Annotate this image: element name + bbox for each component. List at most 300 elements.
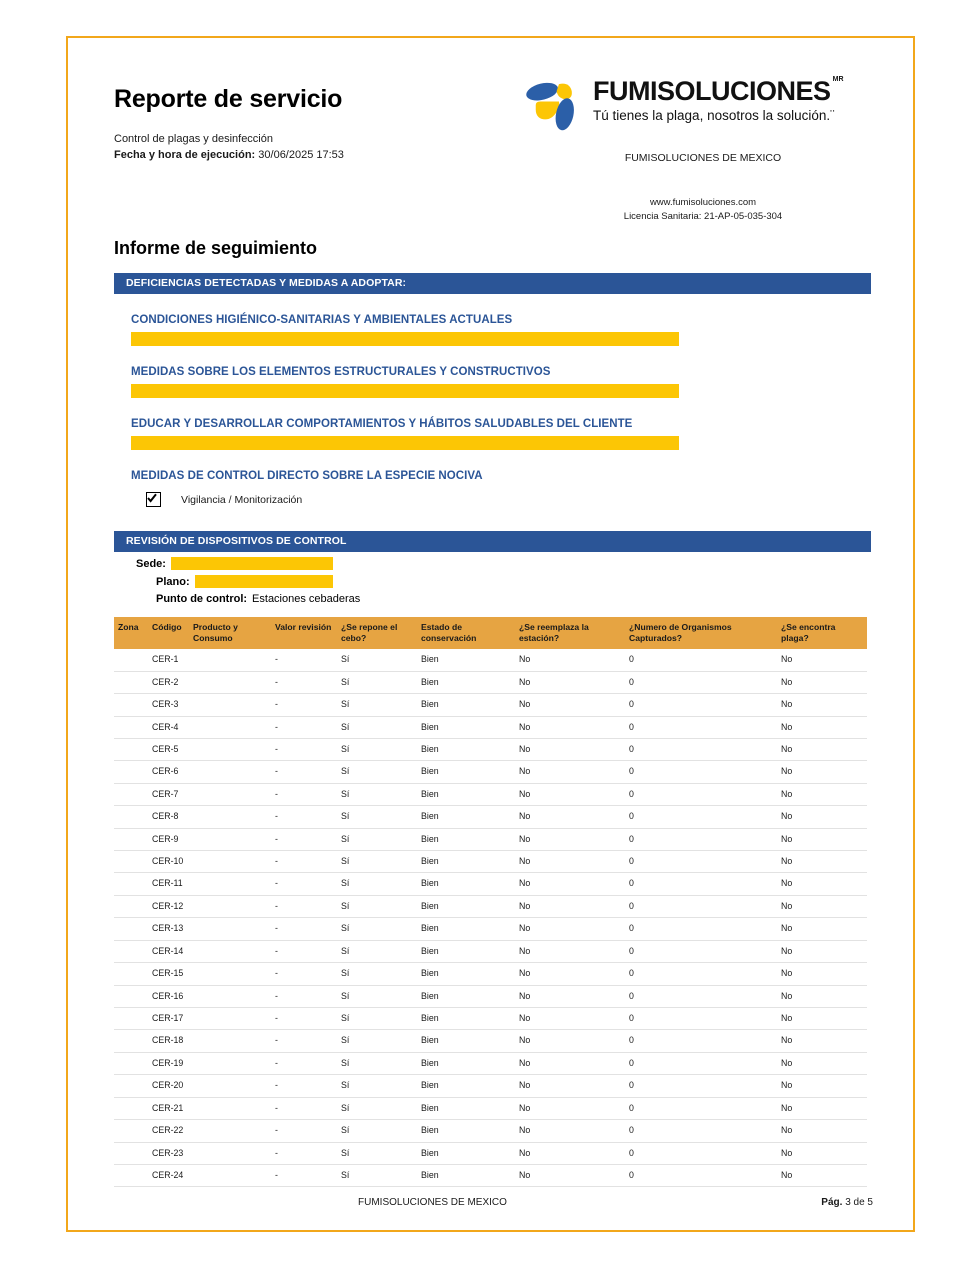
cell-valor-revision: - — [271, 716, 337, 738]
cell-numero-organismos: 0 — [625, 1075, 777, 1097]
cell-se-repone-cebo: Sí — [337, 918, 417, 940]
checkbox-checked-icon[interactable] — [146, 492, 161, 507]
table-row — [114, 1097, 867, 1119]
cell-numero-organismos: 0 — [625, 851, 777, 873]
cell-se-reemplaza-estacion: No — [515, 940, 625, 962]
cell-estado-conservacion: Bien — [417, 1164, 515, 1186]
cell-se-repone-cebo: Sí — [337, 1120, 417, 1142]
cell-estado-conservacion: Bien — [417, 671, 515, 693]
cell-codigo: CER-24 — [148, 1164, 189, 1186]
cell-se-encontra-plaga: No — [777, 1075, 867, 1097]
cell-se-encontra-plaga: No — [777, 1030, 867, 1052]
cell-producto-consumo — [189, 828, 271, 850]
page-footer — [114, 1197, 873, 1208]
punto-de-control-value: Estaciones cebaderas — [252, 593, 361, 606]
cell-valor-revision: - — [271, 694, 337, 716]
table-row — [114, 1008, 867, 1030]
table-row — [114, 694, 867, 716]
cell-se-reemplaza-estacion: No — [515, 851, 625, 873]
table-row — [114, 716, 867, 738]
cell-codigo: CER-7 — [148, 783, 189, 805]
cell-se-reemplaza-estacion: No — [515, 1120, 625, 1142]
cell-producto-consumo — [189, 716, 271, 738]
cell-valor-revision: - — [271, 649, 337, 671]
cell-numero-organismos: 0 — [625, 918, 777, 940]
cell-zona — [114, 649, 148, 671]
cell-estado-conservacion: Bien — [417, 761, 515, 783]
cell-se-encontra-plaga: No — [777, 940, 867, 962]
deficiency-group-label: CONDICIONES HIGIÉNICO-SANITARIAS Y AMBIENTALES ACTUALES — [131, 314, 513, 327]
plano-label: Plano: — [156, 575, 190, 588]
cell-estado-conservacion: Bien — [417, 1052, 515, 1074]
cell-se-encontra-plaga: No — [777, 828, 867, 850]
cell-codigo: CER-8 — [148, 806, 189, 828]
cell-producto-consumo — [189, 940, 271, 962]
cell-numero-organismos: 0 — [625, 1008, 777, 1030]
devices-table-header — [114, 617, 867, 649]
contact-block — [523, 196, 883, 224]
cell-estado-conservacion: Bien — [417, 738, 515, 760]
cell-zona — [114, 783, 148, 805]
cell-estado-conservacion: Bien — [417, 1120, 515, 1142]
deficiency-group — [114, 314, 871, 346]
cell-codigo: CER-18 — [148, 1030, 189, 1052]
cell-producto-consumo — [189, 738, 271, 760]
cell-numero-organismos: 0 — [625, 895, 777, 917]
cell-se-reemplaza-estacion: No — [515, 1052, 625, 1074]
cell-zona — [114, 738, 148, 760]
cell-zona — [114, 895, 148, 917]
cell-se-encontra-plaga: No — [777, 918, 867, 940]
cell-producto-consumo — [189, 1164, 271, 1186]
cell-producto-consumo — [189, 1097, 271, 1119]
cell-valor-revision: - — [271, 895, 337, 917]
cell-se-encontra-plaga: No — [777, 716, 867, 738]
cell-se-encontra-plaga: No — [777, 851, 867, 873]
cell-se-reemplaza-estacion: No — [515, 738, 625, 760]
cell-estado-conservacion: Bien — [417, 1075, 515, 1097]
header-left-block — [114, 86, 514, 163]
company-name: FUMISOLUCIONES DE MEXICO — [624, 152, 782, 164]
cell-se-encontra-plaga: No — [777, 671, 867, 693]
table-row — [114, 895, 867, 917]
cell-producto-consumo — [189, 649, 271, 671]
cell-codigo: CER-21 — [148, 1097, 189, 1119]
cell-codigo: CER-23 — [148, 1142, 189, 1164]
cell-se-encontra-plaga: No — [777, 1120, 867, 1142]
table-row — [114, 761, 867, 783]
cell-se-reemplaza-estacion: No — [515, 918, 625, 940]
cell-numero-organismos: 0 — [625, 649, 777, 671]
document-page — [66, 36, 915, 1232]
table-row — [114, 649, 867, 671]
cell-se-encontra-plaga: No — [777, 985, 867, 1007]
cell-producto-consumo — [189, 1008, 271, 1030]
cell-se-repone-cebo: Sí — [337, 1164, 417, 1186]
execution-datetime-value: 30/06/2025 17:53 — [258, 148, 344, 161]
cell-valor-revision: - — [271, 828, 337, 850]
document-body — [114, 238, 871, 1187]
col-se-reemplaza-estacion: ¿Se reemplaza la estación? — [515, 617, 625, 649]
cell-estado-conservacion: Bien — [417, 918, 515, 940]
cell-se-reemplaza-estacion: No — [515, 716, 625, 738]
cell-valor-revision: - — [271, 1075, 337, 1097]
cell-numero-organismos: 0 — [625, 783, 777, 805]
cell-se-repone-cebo: Sí — [337, 963, 417, 985]
cell-estado-conservacion: Bien — [417, 1142, 515, 1164]
cell-producto-consumo — [189, 1142, 271, 1164]
brand-wordmark — [593, 74, 844, 124]
table-row — [114, 963, 867, 985]
cell-zona — [114, 873, 148, 895]
cell-se-encontra-plaga: No — [777, 738, 867, 760]
cell-se-reemplaza-estacion: No — [515, 806, 625, 828]
cell-producto-consumo — [189, 873, 271, 895]
cell-se-reemplaza-estacion: No — [515, 649, 625, 671]
cell-producto-consumo — [189, 963, 271, 985]
cell-numero-organismos: 0 — [625, 716, 777, 738]
cell-zona — [114, 828, 148, 850]
cell-estado-conservacion: Bien — [417, 851, 515, 873]
cell-codigo: CER-5 — [148, 738, 189, 760]
cell-zona — [114, 1120, 148, 1142]
cell-zona — [114, 963, 148, 985]
cell-se-repone-cebo: Sí — [337, 1142, 417, 1164]
cell-se-repone-cebo: Sí — [337, 1097, 417, 1119]
surveillance-checkbox-row[interactable] — [146, 492, 871, 507]
cell-zona — [114, 1142, 148, 1164]
cell-se-reemplaza-estacion: No — [515, 963, 625, 985]
cell-codigo: CER-22 — [148, 1120, 189, 1142]
fumisoluciones-logo-icon — [523, 76, 581, 134]
service-type-label: Control de plagas y desinfección — [114, 133, 273, 146]
cell-producto-consumo — [189, 918, 271, 940]
cell-valor-revision: - — [271, 1030, 337, 1052]
section-title-informe: Informe de seguimiento — [114, 238, 318, 258]
cell-numero-organismos: 0 — [625, 985, 777, 1007]
table-row — [114, 783, 867, 805]
cell-numero-organismos: 0 — [625, 940, 777, 962]
table-row — [114, 806, 867, 828]
cell-se-reemplaza-estacion: No — [515, 671, 625, 693]
table-row — [114, 828, 867, 850]
cell-producto-consumo — [189, 895, 271, 917]
cell-codigo: CER-13 — [148, 918, 189, 940]
cell-codigo: CER-19 — [148, 1052, 189, 1074]
cell-estado-conservacion: Bien — [417, 828, 515, 850]
cell-zona — [114, 1008, 148, 1030]
cell-zona — [114, 940, 148, 962]
cell-producto-consumo — [189, 1030, 271, 1052]
cell-zona — [114, 1030, 148, 1052]
cell-se-encontra-plaga: No — [777, 783, 867, 805]
cell-codigo: CER-9 — [148, 828, 189, 850]
cell-se-repone-cebo: Sí — [337, 895, 417, 917]
cell-codigo: CER-1 — [148, 649, 189, 671]
plano-row — [114, 575, 871, 588]
cell-codigo: CER-14 — [148, 940, 189, 962]
license-text: Licencia Sanitaria: 21-AP-05-035-304 — [623, 210, 783, 222]
cell-se-repone-cebo: Sí — [337, 783, 417, 805]
table-row — [114, 985, 867, 1007]
cell-numero-organismos: 0 — [625, 738, 777, 760]
cell-se-reemplaza-estacion: No — [515, 1075, 625, 1097]
cell-se-reemplaza-estacion: No — [515, 985, 625, 1007]
execution-datetime-label: Fecha y hora de ejecución: — [114, 148, 256, 161]
cell-codigo: CER-12 — [148, 895, 189, 917]
brand-name: FUMISOLUCIONES MR — [593, 76, 844, 106]
cell-numero-organismos: 0 — [625, 873, 777, 895]
cell-se-reemplaza-estacion: No — [515, 783, 625, 805]
cell-producto-consumo — [189, 783, 271, 805]
devices-table — [114, 617, 867, 1187]
cell-se-reemplaza-estacion: No — [515, 1097, 625, 1119]
cell-valor-revision: - — [271, 1008, 337, 1030]
cell-producto-consumo — [189, 761, 271, 783]
cell-se-reemplaza-estacion: No — [515, 761, 625, 783]
cell-numero-organismos: 0 — [625, 828, 777, 850]
cell-se-encontra-plaga: No — [777, 1008, 867, 1030]
table-row — [114, 873, 867, 895]
cell-estado-conservacion: Bien — [417, 806, 515, 828]
surveillance-checkbox-label: Vigilancia / Monitorización — [181, 493, 303, 506]
cell-numero-organismos: 0 — [625, 963, 777, 985]
cell-valor-revision: - — [271, 738, 337, 760]
cell-valor-revision: - — [271, 761, 337, 783]
cell-se-reemplaza-estacion: No — [515, 1164, 625, 1186]
cell-producto-consumo — [189, 851, 271, 873]
cell-se-reemplaza-estacion: No — [515, 1008, 625, 1030]
cell-numero-organismos: 0 — [625, 1030, 777, 1052]
deficiencies-section-bar: DEFICIENCIAS DETECTADAS Y MEDIDAS A ADOPTAR: — [114, 273, 871, 294]
measures-group-label: MEDIDAS DE CONTROL DIRECTO SOBRE LA ESPECIE NOCIVA — [131, 470, 483, 483]
cell-zona — [114, 918, 148, 940]
cell-valor-revision: - — [271, 963, 337, 985]
cell-se-encontra-plaga: No — [777, 1164, 867, 1186]
col-se-repone-cebo: ¿Se repone el cebo? — [337, 617, 417, 649]
deficiency-group-label: EDUCAR Y DESARROLLAR COMPORTAMIENTOS Y HÁBITOS SALUDABLES DEL CLIENTE — [131, 418, 633, 431]
cell-se-repone-cebo: Sí — [337, 1008, 417, 1030]
cell-estado-conservacion: Bien — [417, 1030, 515, 1052]
table-row — [114, 1164, 867, 1186]
col-codigo: Código — [148, 617, 189, 649]
cell-se-encontra-plaga: No — [777, 694, 867, 716]
table-header-row — [114, 617, 867, 649]
header-subtitle — [114, 132, 514, 163]
cell-codigo: CER-17 — [148, 1008, 189, 1030]
redacted-content-bar — [131, 384, 679, 398]
sede-row — [114, 557, 871, 570]
cell-estado-conservacion: Bien — [417, 895, 515, 917]
cell-se-repone-cebo: Sí — [337, 940, 417, 962]
cell-valor-revision: - — [271, 918, 337, 940]
cell-estado-conservacion: Bien — [417, 649, 515, 671]
cell-estado-conservacion: Bien — [417, 873, 515, 895]
cell-numero-organismos: 0 — [625, 671, 777, 693]
cell-estado-conservacion: Bien — [417, 940, 515, 962]
cell-zona — [114, 1075, 148, 1097]
cell-estado-conservacion: Bien — [417, 1097, 515, 1119]
cell-valor-revision: - — [271, 1052, 337, 1074]
brand-tagline: Tú tienes la plaga, nosotros la solución.¨ — [593, 108, 835, 123]
cell-se-repone-cebo: Sí — [337, 649, 417, 671]
cell-numero-organismos: 0 — [625, 694, 777, 716]
cell-valor-revision: - — [271, 806, 337, 828]
cell-estado-conservacion: Bien — [417, 1008, 515, 1030]
cell-zona — [114, 1052, 148, 1074]
cell-se-repone-cebo: Sí — [337, 828, 417, 850]
col-se-encontra-plaga: ¿Se encontra plaga? — [777, 617, 867, 649]
cell-valor-revision: - — [271, 1120, 337, 1142]
table-row — [114, 1142, 867, 1164]
col-valor-revision: Valor revisión — [271, 617, 337, 649]
redacted-content-bar — [131, 436, 679, 450]
cell-numero-organismos: 0 — [625, 1164, 777, 1186]
cell-estado-conservacion: Bien — [417, 985, 515, 1007]
cell-zona — [114, 1164, 148, 1186]
cell-zona — [114, 761, 148, 783]
measures-group — [114, 470, 871, 507]
cell-se-encontra-plaga: No — [777, 963, 867, 985]
cell-se-repone-cebo: Sí — [337, 738, 417, 760]
cell-producto-consumo — [189, 1075, 271, 1097]
cell-producto-consumo — [189, 694, 271, 716]
table-row — [114, 1075, 867, 1097]
punto-de-control-label: Punto de control: — [156, 593, 248, 606]
cell-codigo: CER-16 — [148, 985, 189, 1007]
cell-valor-revision: - — [271, 1142, 337, 1164]
deficiency-group — [114, 418, 871, 450]
page-value: 3 de 5 — [845, 1197, 873, 1208]
cell-valor-revision: - — [271, 985, 337, 1007]
plano-redacted-value — [195, 575, 333, 588]
table-row — [114, 671, 867, 693]
cell-zona — [114, 671, 148, 693]
cell-valor-revision: - — [271, 873, 337, 895]
cell-numero-organismos: 0 — [625, 1142, 777, 1164]
redacted-content-bar — [131, 332, 679, 346]
cell-se-repone-cebo: Sí — [337, 716, 417, 738]
cell-zona — [114, 716, 148, 738]
page-label: Pág. — [821, 1197, 843, 1208]
cell-numero-organismos: 0 — [625, 1097, 777, 1119]
cell-estado-conservacion: Bien — [417, 716, 515, 738]
sede-redacted-value — [171, 557, 333, 570]
document-header — [68, 38, 913, 222]
cell-se-encontra-plaga: No — [777, 649, 867, 671]
cell-zona — [114, 694, 148, 716]
cell-codigo: CER-3 — [148, 694, 189, 716]
cell-numero-organismos: 0 — [625, 806, 777, 828]
cell-producto-consumo — [189, 806, 271, 828]
sede-label: Sede: — [136, 557, 166, 570]
cell-se-reemplaza-estacion: No — [515, 873, 625, 895]
cell-se-encontra-plaga: No — [777, 873, 867, 895]
deficiency-group — [114, 366, 871, 398]
col-producto-consumo: Producto y Consumo — [189, 617, 271, 649]
cell-zona — [114, 1097, 148, 1119]
cell-se-encontra-plaga: No — [777, 1097, 867, 1119]
cell-codigo: CER-11 — [148, 873, 189, 895]
cell-se-repone-cebo: Sí — [337, 806, 417, 828]
cell-numero-organismos: 0 — [625, 1120, 777, 1142]
cell-zona — [114, 806, 148, 828]
cell-codigo: CER-10 — [148, 851, 189, 873]
table-row — [114, 1030, 867, 1052]
col-estado-conservacion: Estado de conservación — [417, 617, 515, 649]
devices-table-body — [114, 649, 867, 1187]
cell-se-encontra-plaga: No — [777, 806, 867, 828]
cell-se-repone-cebo: Sí — [337, 761, 417, 783]
cell-se-encontra-plaga: No — [777, 761, 867, 783]
cell-se-repone-cebo: Sí — [337, 1030, 417, 1052]
page-title: Reporte de servicio — [114, 85, 343, 113]
page-number — [821, 1197, 873, 1208]
cell-se-repone-cebo: Sí — [337, 1052, 417, 1074]
cell-estado-conservacion: Bien — [417, 963, 515, 985]
cell-producto-consumo — [189, 671, 271, 693]
cell-se-repone-cebo: Sí — [337, 1075, 417, 1097]
cell-se-reemplaza-estacion: No — [515, 828, 625, 850]
website-text: www.fumisoluciones.com — [649, 197, 757, 208]
cell-numero-organismos: 0 — [625, 761, 777, 783]
cell-codigo: CER-20 — [148, 1075, 189, 1097]
cell-se-reemplaza-estacion: No — [515, 1030, 625, 1052]
cell-zona — [114, 851, 148, 873]
cell-codigo: CER-4 — [148, 716, 189, 738]
table-row — [114, 1120, 867, 1142]
col-zona: Zona — [114, 617, 148, 649]
col-numero-organismos: ¿Numero de Organismos Capturados? — [625, 617, 777, 649]
cell-codigo: CER-15 — [148, 963, 189, 985]
table-row — [114, 940, 867, 962]
cell-se-repone-cebo: Sí — [337, 694, 417, 716]
deficiency-group-label: MEDIDAS SOBRE LOS ELEMENTOS ESTRUCTURALES Y CONSTRUCTIVOS — [131, 366, 551, 379]
cell-se-repone-cebo: Sí — [337, 671, 417, 693]
cell-producto-consumo — [189, 1120, 271, 1142]
cell-valor-revision: - — [271, 851, 337, 873]
table-row — [114, 851, 867, 873]
devices-section-bar: REVISIÓN DE DISPOSITIVOS DE CONTROL — [114, 531, 871, 552]
execution-datetime-line — [114, 148, 514, 164]
brand-logo — [523, 74, 883, 134]
punto-de-control-row — [114, 593, 871, 605]
table-row — [114, 918, 867, 940]
table-row — [114, 1052, 867, 1074]
cell-producto-consumo — [189, 1052, 271, 1074]
table-row — [114, 738, 867, 760]
cell-se-repone-cebo: Sí — [337, 873, 417, 895]
cell-se-encontra-plaga: No — [777, 1052, 867, 1074]
cell-se-reemplaza-estacion: No — [515, 895, 625, 917]
cell-codigo: CER-2 — [148, 671, 189, 693]
header-right-block — [523, 74, 883, 224]
cell-numero-organismos: 0 — [625, 1052, 777, 1074]
cell-valor-revision: - — [271, 671, 337, 693]
cell-valor-revision: - — [271, 1097, 337, 1119]
cell-valor-revision: - — [271, 1164, 337, 1186]
cell-valor-revision: - — [271, 940, 337, 962]
cell-producto-consumo — [189, 985, 271, 1007]
cell-codigo: CER-6 — [148, 761, 189, 783]
cell-estado-conservacion: Bien — [417, 783, 515, 805]
cell-se-reemplaza-estacion: No — [515, 694, 625, 716]
cell-zona — [114, 985, 148, 1007]
cell-se-encontra-plaga: No — [777, 895, 867, 917]
cell-se-reemplaza-estacion: No — [515, 1142, 625, 1164]
cell-se-encontra-plaga: No — [777, 1142, 867, 1164]
cell-se-repone-cebo: Sí — [337, 851, 417, 873]
